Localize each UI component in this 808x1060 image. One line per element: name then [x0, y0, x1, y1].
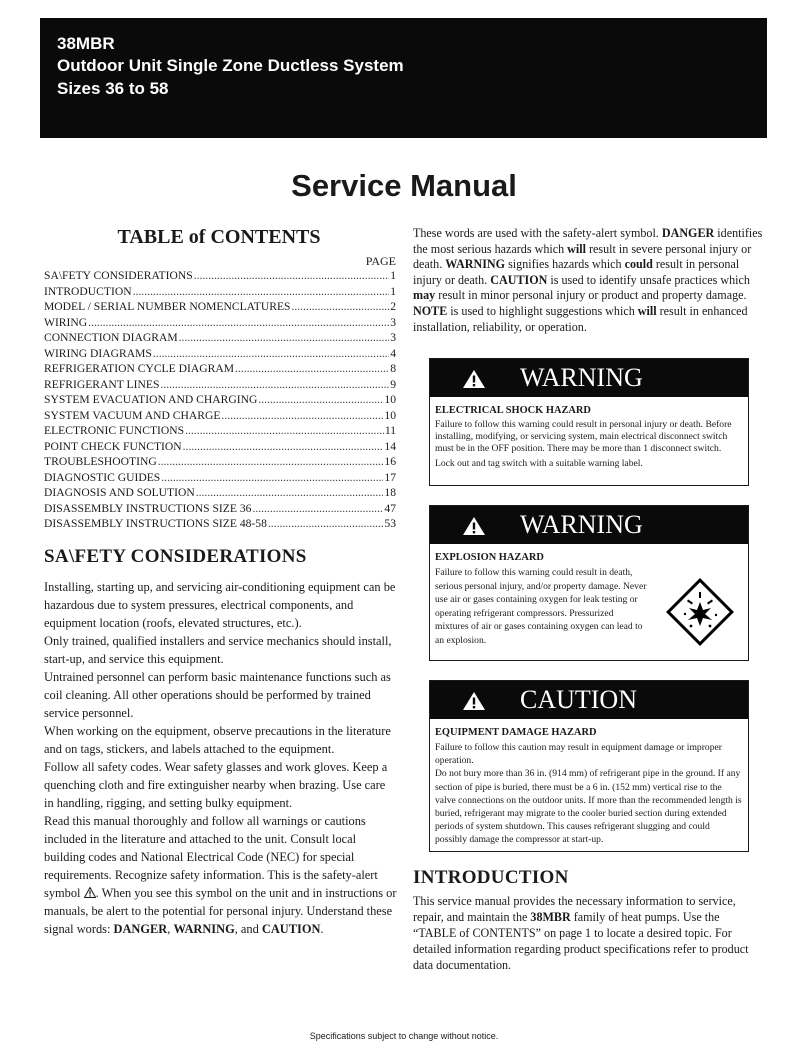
toc-entry-label: SYSTEM VACUUM AND CHARGE	[44, 408, 221, 422]
text: These words are used with the safety-alert symbol.	[413, 226, 662, 240]
safety-paragraph: Follow all safety codes. Wear safety glasses and work gloves. Keep a quenching cloth and fire extinguisher nearby when brazing. Use care in handling, rigging, and setting bulky equipment.	[44, 760, 388, 810]
toc-page-label: PAGE	[365, 254, 396, 268]
toc-leader-dots	[158, 454, 384, 470]
text: identifies the most serious hazards which	[413, 226, 763, 256]
toc-entry-label: DIAGNOSIS AND SOLUTION	[44, 486, 195, 499]
toc-leader-dots	[185, 423, 384, 439]
toc-entry-label: MODEL / SERIAL NUMBER NOMENCLATURES	[44, 300, 291, 313]
toc-entry-page: 18	[384, 486, 396, 499]
word-caution: CAUTION	[490, 272, 548, 287]
toc-entry-label: REFRIGERANT LINES	[44, 377, 160, 391]
toc-leader-dots	[161, 470, 383, 486]
safety-text: Read this manual thoroughly and follow all warnings or cautions included in the literature and attached to the unit. Consult local building codes and National Electrical Code (NEC) for special requirements. Recognize safety information. This is the safety-alert symbol	[44, 814, 378, 900]
safety-paragraph: Untrained personnel can perform basic maintenance functions such as coil cleaning. All other operations should be performed by trained service personnel.	[44, 670, 391, 720]
toc-leader-dots	[183, 439, 384, 455]
toc-entry-page: 8	[390, 362, 396, 375]
warning-box-electrical	[429, 358, 749, 486]
toc-leader-dots	[179, 330, 390, 346]
caution-banner-label: CAUTION	[520, 685, 637, 714]
toc-leader-dots	[160, 377, 389, 393]
text: result in severe personal injury or death.	[413, 241, 752, 272]
toc-entry-label: WIRING	[44, 315, 88, 329]
toc-entry[interactable]	[44, 299, 396, 315]
warning-banner	[430, 506, 748, 544]
toc-entry-label: INTRODUCTION	[44, 284, 132, 298]
period: .	[320, 922, 324, 936]
signal-word-warning: WARNING	[173, 922, 235, 936]
toc-entry[interactable]	[44, 501, 396, 517]
footer-note: Specifications subject to change without notice.	[309, 1031, 499, 1041]
warning-triangle-icon	[462, 691, 486, 711]
text: result in enhanced installation, reliability, or operation.	[413, 303, 748, 334]
toc-list	[44, 268, 396, 532]
toc-entry-page: 10	[384, 408, 396, 422]
toc-entry-label: POINT CHECK FUNCTION	[44, 439, 182, 453]
toc-entry-page: 3	[390, 315, 396, 329]
toc-entry[interactable]	[44, 361, 396, 377]
toc-leader-dots	[88, 315, 389, 331]
warning-banner-label: WARNING	[520, 363, 643, 392]
toc-entry-label: REFRIGERATION CYCLE DIAGRAM	[44, 362, 235, 375]
document-title: Service Manual	[291, 168, 517, 203]
toc-entry-page: 10	[384, 393, 396, 406]
toc-entry-page: 4	[390, 346, 396, 360]
safety-body	[44, 578, 398, 938]
hazard-text: Failure to follow this warning could result in personal injury or death. Before installing, modifying, or servicing system, main electrical disconnect switch must be in the OFF position. There may be more than 1 disconnect switch.	[435, 419, 732, 454]
word-note: NOTE	[413, 303, 448, 318]
signal-words-description	[413, 226, 765, 335]
text: result in minor personal injury or product and property damage.	[435, 288, 747, 303]
safety-heading: SA\FETY CONSIDERATIONS	[44, 546, 307, 567]
word-will: will	[567, 241, 586, 256]
toc-entry[interactable]	[44, 485, 396, 501]
word-warning: WARNING	[445, 257, 506, 272]
text: is used to identify unsafe practices which	[547, 272, 750, 287]
word-may: may	[413, 288, 436, 303]
toc-leader-dots	[268, 516, 384, 532]
toc-entry-page: 3	[390, 331, 396, 344]
header-product: Outdoor Unit Single Zone Ductless System	[57, 56, 404, 75]
separator: ,	[167, 922, 174, 936]
toc-leader-dots	[258, 392, 383, 408]
word-could: could	[624, 257, 653, 272]
text: result in personal injury or death.	[413, 257, 740, 287]
toc-entry[interactable]	[44, 470, 396, 486]
toc-entry-label: ELECTRONIC FUNCTIONS	[44, 424, 185, 437]
introduction-paragraph	[413, 893, 765, 973]
toc-entry-page: 16	[384, 455, 396, 468]
toc-leader-dots	[153, 346, 389, 362]
toc-entry[interactable]	[44, 392, 396, 408]
text: signifies hazards which	[505, 257, 625, 272]
warning-triangle-icon	[462, 516, 486, 536]
safety-text: . When you see this symbol on the unit and in instructions or manuals, be alert to the potential for personal injury. Understand these signal words:	[44, 886, 397, 936]
introduction-body	[413, 893, 765, 973]
toc-entry[interactable]	[44, 439, 396, 455]
toc-entry-page: 1	[390, 269, 396, 282]
toc-entry-page: 9	[390, 377, 396, 391]
safety-paragraph: Installing, starting up, and servicing air-conditioning equipment can be hazardous due to system pressures, electrical components, and equipment location (roofs, elevated structures, etc.).	[44, 580, 396, 630]
text: family of heat pumps. Use the “TABLE of CONTENTS” on page 1 to locate a desired topic. For detailed information regarding product specifications refer to product data documentation.	[413, 910, 749, 972]
explosion-hazard-icon	[660, 572, 740, 648]
toc-entry-label: DISASSEMBLY INSTRUCTIONS SIZE 36	[44, 501, 252, 515]
toc-leader-dots	[196, 485, 384, 501]
introduction-heading: INTRODUCTION	[413, 867, 569, 888]
toc-entry-page: 17	[384, 470, 396, 484]
toc-entry-page: 47	[384, 501, 396, 515]
hazard-text: Failure to follow this warning could result in death, serious personal injury, and/or property damage. Never use air or gases containing oxygen for leak testing or operating refrigerant compressors. Pressurized mixtures of air or gases containing oxygen can lead to an explosion.	[435, 567, 647, 646]
hazard-title: EQUIPMENT DAMAGE HAZARD	[435, 727, 597, 738]
toc-entry-label: DISASSEMBLY INSTRUCTIONS SIZE 48-58	[44, 517, 267, 530]
warning-content	[430, 397, 748, 476]
toc-leader-dots	[221, 408, 383, 424]
signal-words-paragraph	[413, 226, 765, 335]
hazard-text: Lock out and tag switch with a suitable warning label.	[435, 458, 643, 469]
warning-banner	[430, 359, 748, 397]
toc-entry[interactable]	[44, 268, 396, 284]
toc-entry-page: 14	[384, 439, 396, 453]
toc-entry-page: 53	[384, 517, 396, 530]
header-sizes: Sizes 36 to 58	[57, 79, 169, 98]
toc-entry-label: TROUBLESHOOTING	[44, 455, 157, 468]
toc-leader-dots	[235, 361, 389, 377]
toc-entry-label: WIRING DIAGRAMS	[44, 346, 152, 360]
hazard-text: Failure to follow this caution may result in equipment damage or improper operation.	[435, 742, 722, 767]
toc-entry[interactable]	[44, 423, 396, 439]
toc-entry[interactable]	[44, 346, 396, 362]
safety-paragraph: When working on the equipment, observe precautions in the literature and on tags, stickers, and labels attached to the equipment.	[44, 724, 391, 756]
signal-word-danger: DANGER	[113, 922, 168, 936]
toc-entry[interactable]	[44, 330, 396, 346]
toc-leader-dots	[291, 299, 389, 315]
toc-entry-page: 11	[384, 424, 396, 437]
safety-paragraph	[44, 812, 398, 938]
text: This service manual provides the necessary information to service, repair, and maintain the	[413, 894, 736, 924]
toc-entry-label: SA\FETY CONSIDERATIONS	[44, 269, 193, 282]
model-name: 38MBR	[530, 910, 571, 924]
toc-leader-dots	[133, 284, 390, 300]
toc-leader-dots	[252, 501, 383, 517]
hazard-text: Do not bury more than 36 in. (914 mm) of refrigerant pipe in the ground. If any section of pipe is buried, there must be a 6 in. (152 mm) vertical rise to the valve connections on the outdoor units. If more than the recommended length is buried, refrigerant may migrate to the cooler buried section during extended periods of system shutdown. This causes refrigerant slugging and could possibly damage the compressor at start-up.	[435, 768, 742, 846]
toc-entry[interactable]	[44, 315, 396, 331]
toc-entry-label: SYSTEM EVACUATION AND CHARGING	[44, 393, 258, 406]
toc-entry[interactable]	[44, 454, 396, 470]
toc-entry[interactable]	[44, 284, 396, 300]
hazard-title: EXPLOSION HAZARD	[435, 552, 544, 563]
signal-word-caution: CAUTION	[261, 922, 321, 936]
toc-entry-label: DIAGNOSTIC GUIDES	[44, 470, 161, 484]
header-band	[40, 18, 767, 138]
caution-box-equipment	[429, 680, 749, 852]
warning-box-explosion	[429, 505, 749, 661]
text: is used to highlight suggestions which	[447, 303, 638, 318]
toc-leader-dots	[194, 268, 390, 284]
separator: , and	[234, 922, 262, 936]
safety-paragraph: Only trained, qualified installers and service mechanics should install, start-up, and service this equipment.	[44, 634, 392, 666]
header-model: 38MBR	[57, 34, 115, 53]
toc-entry-page: 2	[390, 300, 396, 313]
toc-heading: TABLE of CONTENTS	[117, 226, 321, 248]
word-danger: DANGER	[661, 226, 715, 240]
toc-entry[interactable]	[44, 516, 396, 532]
toc-entry[interactable]	[44, 408, 396, 424]
safety-alert-symbol-icon	[84, 887, 96, 898]
caution-banner	[430, 681, 748, 719]
toc-entry[interactable]	[44, 377, 396, 393]
caution-content	[430, 719, 748, 853]
word-will: will	[637, 303, 657, 318]
table-of-contents	[44, 225, 396, 532]
toc-entry-label: CONNECTION DIAGRAM	[44, 331, 178, 344]
warning-banner-label: WARNING	[520, 510, 643, 539]
warning-triangle-icon	[462, 369, 486, 389]
toc-entry-page: 1	[390, 284, 396, 298]
hazard-title: ELECTRICAL SHOCK HAZARD	[435, 405, 591, 416]
